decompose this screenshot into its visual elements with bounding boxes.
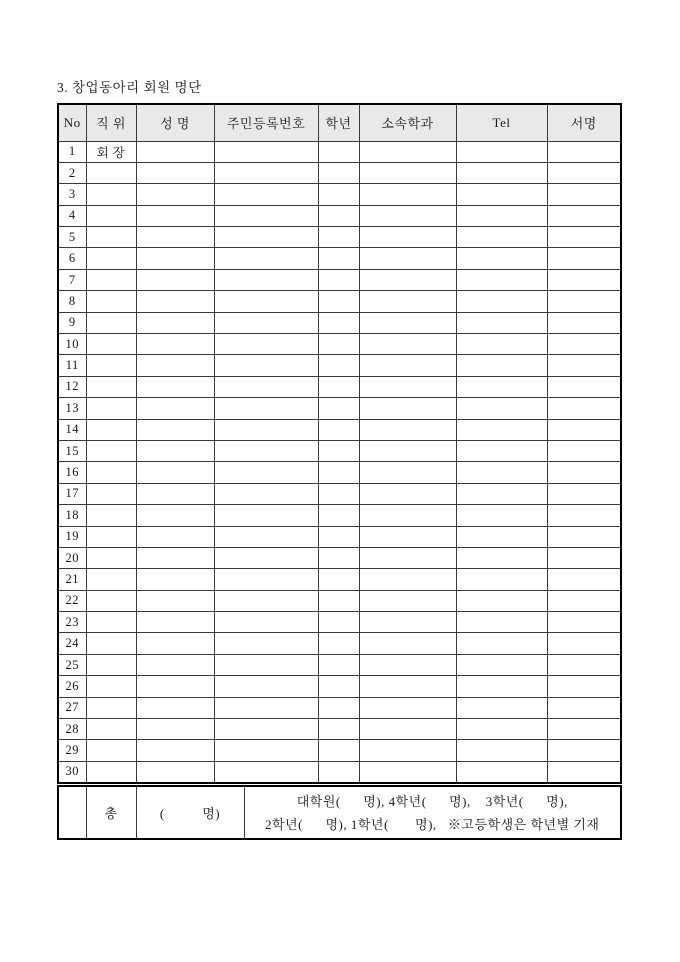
table-cell — [86, 633, 136, 654]
table-cell — [214, 419, 318, 440]
table-row — [58, 719, 621, 740]
table-cell — [318, 676, 359, 697]
table-cell — [214, 676, 318, 697]
table-row — [58, 141, 621, 162]
table-cell — [456, 419, 547, 440]
table-cell — [214, 312, 318, 333]
table-cell — [318, 569, 359, 590]
row-number-cell: 24 — [58, 633, 86, 654]
table-cell — [214, 462, 318, 483]
table-cell — [214, 248, 318, 269]
table-cell — [86, 526, 136, 547]
table-cell — [318, 633, 359, 654]
table-cell — [547, 162, 621, 183]
table-cell — [136, 633, 214, 654]
table-cell — [136, 505, 214, 526]
table-cell — [136, 355, 214, 376]
table-cell — [214, 569, 318, 590]
table-cell — [318, 740, 359, 761]
table-cell — [359, 462, 456, 483]
table-cell — [547, 248, 621, 269]
table-cell: 회 장 — [86, 141, 136, 162]
table-cell — [214, 376, 318, 397]
table-cell — [547, 376, 621, 397]
table-row — [58, 612, 621, 633]
table-cell — [86, 547, 136, 568]
table-cell — [136, 419, 214, 440]
table-cell — [547, 419, 621, 440]
row-number-cell: 27 — [58, 697, 86, 718]
row-number-cell: 6 — [58, 248, 86, 269]
table-cell — [136, 334, 214, 355]
table-cell — [547, 398, 621, 419]
table-cell — [86, 697, 136, 718]
table-cell — [86, 376, 136, 397]
summary-breakdown-line1: 대학원( 명), 4학년( 명), 3학년( 명), — [296, 793, 568, 809]
table-cell — [318, 526, 359, 547]
table-cell — [136, 162, 214, 183]
row-number-cell: 4 — [58, 205, 86, 226]
table-cell — [547, 334, 621, 355]
table-cell — [359, 334, 456, 355]
table-cell — [86, 483, 136, 504]
row-number-cell: 2 — [58, 162, 86, 183]
table-cell — [214, 719, 318, 740]
table-cell — [86, 419, 136, 440]
table-cell — [214, 440, 318, 461]
table-cell — [456, 547, 547, 568]
table-cell — [318, 398, 359, 419]
table-cell — [547, 569, 621, 590]
row-number-cell: 11 — [58, 355, 86, 376]
table-cell — [214, 505, 318, 526]
table-cell — [359, 612, 456, 633]
table-cell — [318, 612, 359, 633]
row-number-cell: 29 — [58, 740, 86, 761]
table-cell — [359, 141, 456, 162]
column-header: 소속학과 — [359, 104, 456, 141]
table-row — [58, 184, 621, 205]
table-cell — [359, 355, 456, 376]
table-cell — [318, 141, 359, 162]
table-cell — [456, 761, 547, 782]
table-cell — [456, 227, 547, 248]
table-cell — [359, 440, 456, 461]
table-row — [58, 227, 621, 248]
table-row — [58, 697, 621, 718]
table-cell — [86, 440, 136, 461]
table-cell — [359, 184, 456, 205]
table-cell — [547, 676, 621, 697]
table-cell — [136, 227, 214, 248]
table-cell — [214, 761, 318, 782]
row-number-cell: 19 — [58, 526, 86, 547]
table-cell — [214, 227, 318, 248]
table-cell — [456, 505, 547, 526]
table-cell — [214, 697, 318, 718]
table-cell — [547, 312, 621, 333]
table-cell — [136, 761, 214, 782]
table-cell — [359, 248, 456, 269]
row-number-cell: 13 — [58, 398, 86, 419]
table-cell — [456, 654, 547, 675]
summary-grade-breakdown — [244, 786, 621, 839]
table-cell — [136, 376, 214, 397]
table-cell — [547, 740, 621, 761]
table-cell — [359, 547, 456, 568]
table-cell — [136, 590, 214, 611]
table-cell — [359, 633, 456, 654]
table-cell — [86, 676, 136, 697]
table-cell — [136, 462, 214, 483]
table-cell — [136, 569, 214, 590]
table-cell — [136, 547, 214, 568]
table-cell — [136, 312, 214, 333]
table-cell — [214, 526, 318, 547]
table-cell — [547, 505, 621, 526]
table-cell — [86, 184, 136, 205]
table-cell — [359, 505, 456, 526]
summary-breakdown-line2: 2학년( 명), 1학년( 명), ※고등학생은 학년별 기재 — [265, 816, 600, 832]
table-cell — [318, 419, 359, 440]
table-cell — [359, 526, 456, 547]
table-row — [58, 355, 621, 376]
row-number-cell: 16 — [58, 462, 86, 483]
table-cell — [547, 205, 621, 226]
table-cell — [214, 355, 318, 376]
table-cell — [318, 719, 359, 740]
table-cell — [547, 633, 621, 654]
table-cell — [214, 205, 318, 226]
table-cell — [214, 740, 318, 761]
table-cell — [136, 740, 214, 761]
table-cell — [456, 312, 547, 333]
table-cell — [359, 740, 456, 761]
table-cell — [456, 162, 547, 183]
table-row — [58, 547, 621, 568]
table-cell — [86, 291, 136, 312]
row-number-cell: 17 — [58, 483, 86, 504]
row-number-cell: 25 — [58, 654, 86, 675]
table-row — [58, 676, 621, 697]
table-cell — [359, 419, 456, 440]
table-cell — [136, 205, 214, 226]
table-cell — [359, 376, 456, 397]
table-cell — [214, 334, 318, 355]
table-cell — [456, 291, 547, 312]
table-cell — [136, 526, 214, 547]
table-cell — [86, 162, 136, 183]
table-cell — [359, 676, 456, 697]
table-cell — [86, 612, 136, 633]
table-cell — [136, 654, 214, 675]
table-cell — [318, 761, 359, 782]
table-cell — [214, 633, 318, 654]
table-cell — [86, 248, 136, 269]
table-cell — [318, 505, 359, 526]
table-cell — [318, 269, 359, 290]
table-cell — [547, 697, 621, 718]
row-number-cell: 26 — [58, 676, 86, 697]
table-cell — [86, 654, 136, 675]
row-number-cell: 1 — [58, 141, 86, 162]
table-row — [58, 248, 621, 269]
table-cell — [318, 462, 359, 483]
table-cell — [456, 719, 547, 740]
table-cell — [456, 569, 547, 590]
summary-total-label: 총 — [86, 786, 136, 839]
table-row — [58, 162, 621, 183]
row-number-cell: 20 — [58, 547, 86, 568]
summary-row — [58, 786, 621, 839]
table-cell — [456, 697, 547, 718]
table-cell — [86, 740, 136, 761]
table-cell — [86, 719, 136, 740]
column-header: 서명 — [547, 104, 621, 141]
table-cell — [456, 483, 547, 504]
table-row — [58, 569, 621, 590]
table-cell — [456, 334, 547, 355]
table-cell — [547, 483, 621, 504]
table-cell — [318, 205, 359, 226]
row-number-cell: 5 — [58, 227, 86, 248]
column-header: 학년 — [318, 104, 359, 141]
table-row — [58, 419, 621, 440]
table-cell — [547, 141, 621, 162]
table-cell — [359, 654, 456, 675]
table-cell — [318, 291, 359, 312]
table-cell — [456, 376, 547, 397]
table-cell — [136, 184, 214, 205]
table-cell — [456, 633, 547, 654]
table-cell — [136, 676, 214, 697]
table-cell — [456, 462, 547, 483]
table-cell — [456, 590, 547, 611]
table-cell — [456, 205, 547, 226]
table-cell — [547, 291, 621, 312]
table-row — [58, 440, 621, 461]
table-cell — [214, 398, 318, 419]
table-cell — [359, 761, 456, 782]
table-row — [58, 526, 621, 547]
table-row — [58, 483, 621, 504]
table-cell — [214, 269, 318, 290]
section-title: 3. 창업동아리 회원 명단 — [57, 80, 202, 95]
table-cell — [359, 205, 456, 226]
table-cell — [318, 440, 359, 461]
table-cell — [547, 547, 621, 568]
row-number-cell: 15 — [58, 440, 86, 461]
table-cell — [86, 355, 136, 376]
table-row — [58, 205, 621, 226]
table-cell — [214, 590, 318, 611]
summary-table — [57, 785, 622, 840]
table-cell — [456, 141, 547, 162]
table-cell — [456, 612, 547, 633]
table-cell — [456, 440, 547, 461]
table-cell — [547, 355, 621, 376]
table-cell — [359, 269, 456, 290]
row-number-cell: 22 — [58, 590, 86, 611]
table-cell — [318, 227, 359, 248]
table-cell — [86, 505, 136, 526]
table-cell — [359, 483, 456, 504]
table-cell — [214, 291, 318, 312]
table-cell — [214, 184, 318, 205]
table-body — [58, 141, 621, 783]
table-row — [58, 291, 621, 312]
table-cell — [86, 227, 136, 248]
table-cell — [547, 761, 621, 782]
table-cell — [456, 398, 547, 419]
table-cell — [318, 312, 359, 333]
table-cell — [318, 547, 359, 568]
row-number-cell: 28 — [58, 719, 86, 740]
table-cell — [318, 697, 359, 718]
table-cell — [136, 398, 214, 419]
table-cell — [359, 719, 456, 740]
table-cell — [86, 334, 136, 355]
table-cell — [547, 440, 621, 461]
table-cell — [86, 590, 136, 611]
table-row — [58, 462, 621, 483]
table-row — [58, 505, 621, 526]
column-header: 성 명 — [136, 104, 214, 141]
row-number-cell: 14 — [58, 419, 86, 440]
row-number-cell: 10 — [58, 334, 86, 355]
table-cell — [214, 612, 318, 633]
table-cell — [136, 248, 214, 269]
table-cell — [136, 440, 214, 461]
table-cell — [136, 141, 214, 162]
table-cell — [86, 312, 136, 333]
summary-total-count-field: ( 명) — [136, 786, 244, 839]
table-row — [58, 334, 621, 355]
table-cell — [318, 590, 359, 611]
table-cell — [136, 291, 214, 312]
table-cell — [136, 612, 214, 633]
row-number-cell: 30 — [58, 761, 86, 782]
table-cell — [86, 398, 136, 419]
table-cell — [547, 269, 621, 290]
table-cell — [547, 227, 621, 248]
table-row — [58, 398, 621, 419]
table-cell — [359, 697, 456, 718]
column-header: Tel — [456, 104, 547, 141]
table-row — [58, 633, 621, 654]
table-cell — [214, 483, 318, 504]
table-cell — [136, 483, 214, 504]
table-cell — [86, 569, 136, 590]
column-header: 직 위 — [86, 104, 136, 141]
table-cell — [456, 248, 547, 269]
table-row — [58, 376, 621, 397]
table-cell — [456, 676, 547, 697]
column-header: 주민등록번호 — [214, 104, 318, 141]
table-cell — [456, 740, 547, 761]
table-row — [58, 740, 621, 761]
table-row — [58, 312, 621, 333]
table-cell — [547, 184, 621, 205]
table-cell — [318, 654, 359, 675]
table-cell — [359, 162, 456, 183]
table-cell — [86, 269, 136, 290]
table-cell — [318, 248, 359, 269]
row-number-cell: 9 — [58, 312, 86, 333]
row-number-cell: 18 — [58, 505, 86, 526]
table-cell — [359, 291, 456, 312]
table-row — [58, 590, 621, 611]
table-cell — [547, 654, 621, 675]
table-cell — [359, 590, 456, 611]
table-row — [58, 269, 621, 290]
table-cell — [318, 334, 359, 355]
table-cell — [547, 612, 621, 633]
table-cell — [318, 162, 359, 183]
table-cell — [136, 697, 214, 718]
row-number-cell: 7 — [58, 269, 86, 290]
table-cell — [214, 547, 318, 568]
row-number-cell: 8 — [58, 291, 86, 312]
table-cell — [547, 526, 621, 547]
table-cell — [318, 483, 359, 504]
table-cell — [214, 654, 318, 675]
table-header-row — [58, 104, 621, 141]
row-number-cell: 21 — [58, 569, 86, 590]
table-cell — [547, 719, 621, 740]
table-cell — [136, 719, 214, 740]
table-cell — [547, 462, 621, 483]
column-header: No — [58, 104, 86, 141]
table-cell — [214, 141, 318, 162]
table-cell — [547, 590, 621, 611]
row-number-cell: 12 — [58, 376, 86, 397]
table-cell — [86, 205, 136, 226]
table-cell — [456, 355, 547, 376]
table-cell — [86, 462, 136, 483]
summary-empty-cell — [58, 786, 86, 839]
table-row — [58, 654, 621, 675]
table-cell — [318, 355, 359, 376]
row-number-cell: 23 — [58, 612, 86, 633]
table-cell — [456, 526, 547, 547]
table-row — [58, 761, 621, 782]
member-roster-table — [57, 103, 622, 784]
table-cell — [359, 227, 456, 248]
table-cell — [456, 184, 547, 205]
table-cell — [456, 269, 547, 290]
row-number-cell: 3 — [58, 184, 86, 205]
table-cell — [359, 398, 456, 419]
table-cell — [318, 184, 359, 205]
table-cell — [318, 376, 359, 397]
table-cell — [136, 269, 214, 290]
table-cell — [86, 761, 136, 782]
table-cell — [214, 162, 318, 183]
table-cell — [359, 569, 456, 590]
table-cell — [359, 312, 456, 333]
